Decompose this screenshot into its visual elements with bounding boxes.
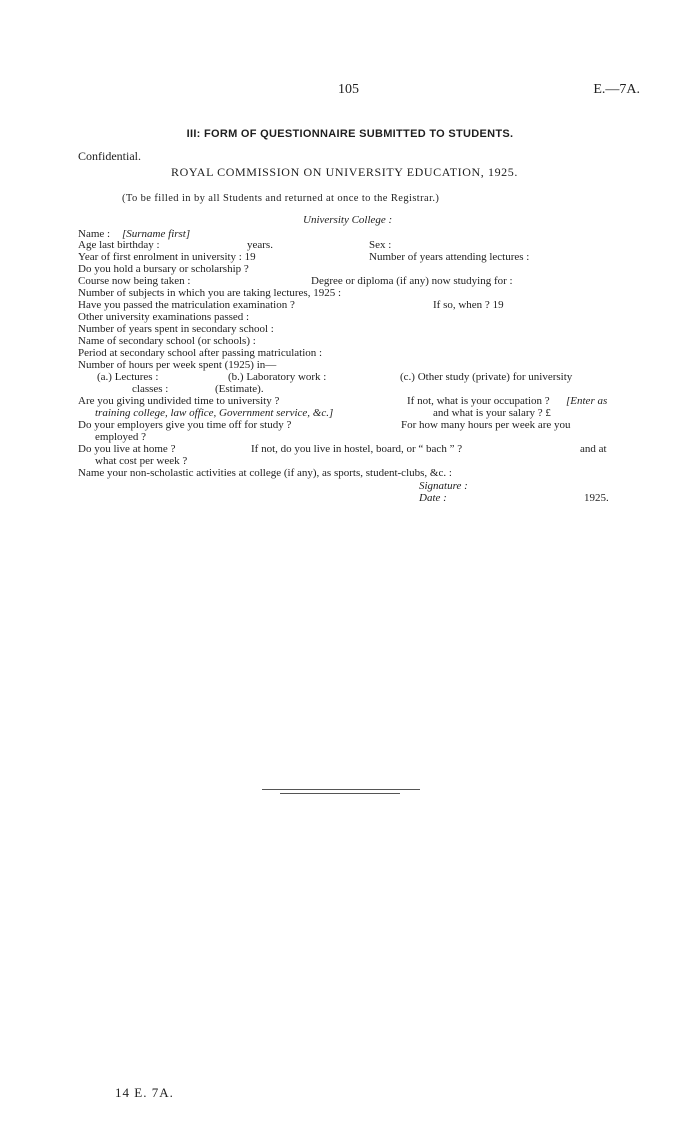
years-attending-label: Number of years attending lectures :	[369, 251, 530, 263]
bursary-label: Do you hold a bursary or scholarship ?	[78, 263, 249, 275]
salary-label: and what is your salary ? £	[433, 407, 551, 419]
divider-rule	[262, 789, 420, 790]
training-hint: training college, law office, Government service, &c.]	[95, 407, 334, 419]
confidential-label: Confidential.	[78, 149, 141, 163]
live-home-label: Do you live at home ?	[78, 443, 176, 455]
date-label: Date :	[419, 492, 447, 504]
employers-label: Do your employers give you time off for study ?	[78, 419, 292, 431]
hostel-label: If not, do you live in hostel, board, or “ bach ” ?	[251, 443, 463, 455]
estimate-label: (Estimate).	[215, 383, 264, 395]
sex-label: Sex :	[369, 239, 392, 251]
subjects-label: Number of subjects in which you are taking lectures, 1925 :	[78, 287, 342, 299]
page-number: 105	[338, 82, 359, 97]
course-label: Course now being taken :	[78, 275, 191, 287]
enter-as-hint: [Enter as	[566, 395, 608, 407]
matriculation-label: Have you passed the matriculation examination ?	[78, 299, 295, 311]
name-label: Name :	[78, 228, 111, 240]
section-heading: III: FORM OF QUESTIONNAIRE SUBMITTED TO STUDENTS.	[186, 128, 514, 140]
matriculation-when: If so, when ? 19	[433, 299, 504, 311]
degree-label: Degree or diploma (if any) now studying for :	[311, 275, 513, 287]
enrolment-label: Year of first enrolment in university : 19	[78, 251, 256, 263]
secondary-name-label: Name of secondary school (or schools) :	[78, 335, 256, 347]
classes-label: classes :	[132, 383, 169, 395]
cost-label: what cost per week ?	[95, 455, 188, 467]
footer-reference: 14 E. 7A.	[115, 1085, 174, 1100]
lectures-label: (a.) Lectures :	[97, 371, 159, 383]
other-study-label: (c.) Other study (private) for university	[400, 371, 573, 383]
occupation-label: If not, what is your occupation ?	[407, 395, 550, 407]
laboratory-label: (b.) Laboratory work :	[228, 371, 327, 383]
activities-label: Name your non-scholastic activities at college (if any), as sports, student-clubs, &c. :	[78, 467, 452, 479]
date-year: 1925.	[584, 492, 609, 504]
instruction-line: (To be filled in by all Students and returned at once to the Registrar.)	[122, 193, 440, 204]
and-at-label: and at	[580, 443, 607, 455]
age-label: Age last birthday :	[78, 239, 160, 251]
other-exams-label: Other university examinations passed :	[78, 311, 250, 323]
divider-rule-short	[280, 793, 400, 794]
undivided-time-label: Are you giving undivided time to university ?	[78, 395, 280, 407]
name-hint: [Surname first]	[122, 228, 191, 240]
page-reference: E.—7A.	[593, 82, 640, 97]
employed-label: employed ?	[95, 431, 147, 443]
after-matric-label: Period at secondary school after passing matriculation :	[78, 347, 323, 359]
age-unit: years.	[247, 239, 273, 251]
signature-label: Signature :	[419, 480, 468, 492]
college-field: University College :	[303, 214, 393, 226]
commission-title: ROYAL COMMISSION ON UNIVERSITY EDUCATION, 1925.	[171, 165, 518, 179]
secondary-years-label: Number of years spent in secondary school :	[78, 323, 274, 335]
hours-employed-label: For how many hours per week are you	[401, 419, 571, 431]
hours-label: Number of hours per week spent (1925) in—	[78, 359, 277, 371]
